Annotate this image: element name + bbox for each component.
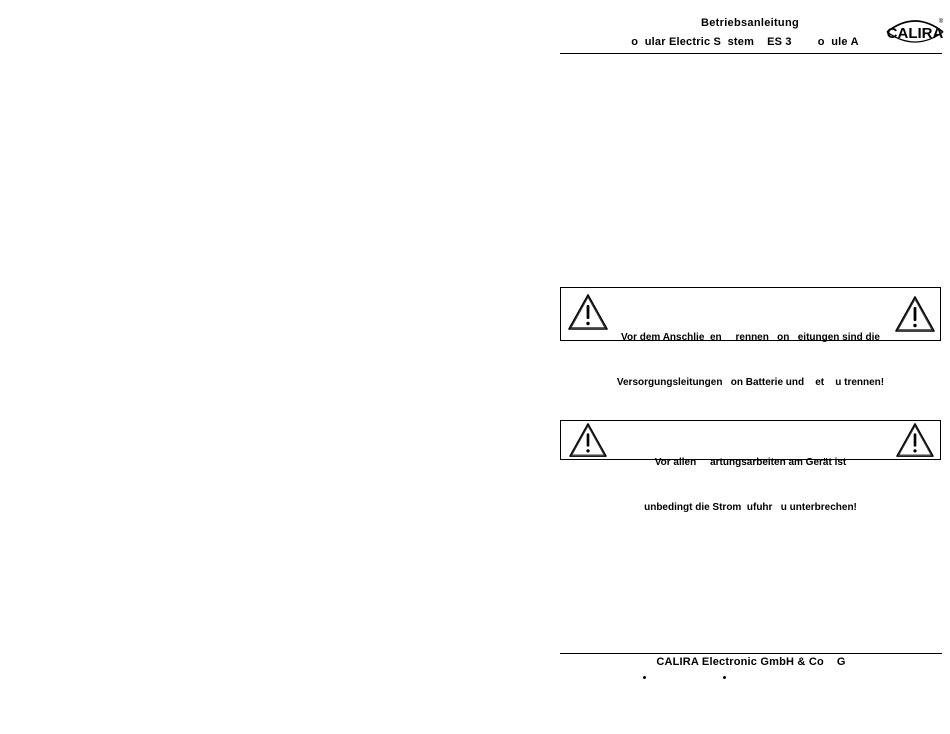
warning-text-maintenance <box>611 425 890 545</box>
warning-line: unbedingt die Strom ufuhr u unterbrechen! <box>644 502 857 513</box>
warning-line: Vor allen artungsarbeiten am Gerät ist <box>654 457 847 468</box>
calira-logo <box>884 14 946 48</box>
header-divider <box>560 53 942 54</box>
warning-line: Versorgungsleitungen on Batterie und et u trennen! <box>616 377 885 388</box>
warning-triangle-icon <box>567 422 609 458</box>
footer-dot <box>723 676 726 679</box>
document-title: Betriebsanleitung <box>700 17 799 29</box>
footer-divider <box>560 653 942 654</box>
warning-line: Vor dem Anschlie en rennen on eitungen sind die <box>621 332 880 343</box>
svg-text:®: ® <box>938 19 944 25</box>
warning-text-connection <box>611 300 890 420</box>
footer-company-name: CALIRA Electronic GmbH & Co G <box>656 656 846 668</box>
warning-box-connection <box>560 287 941 388</box>
warning-triangle-icon <box>894 295 936 333</box>
svg-text:CALIRA: CALIRA <box>886 25 944 42</box>
footer-dot <box>643 676 646 679</box>
document-subtitle: o ular Electric S stem ES 3 o ule A <box>631 36 859 48</box>
warning-box-maintenance <box>560 420 941 513</box>
warning-triangle-icon <box>567 293 609 331</box>
warning-triangle-icon <box>894 422 936 458</box>
